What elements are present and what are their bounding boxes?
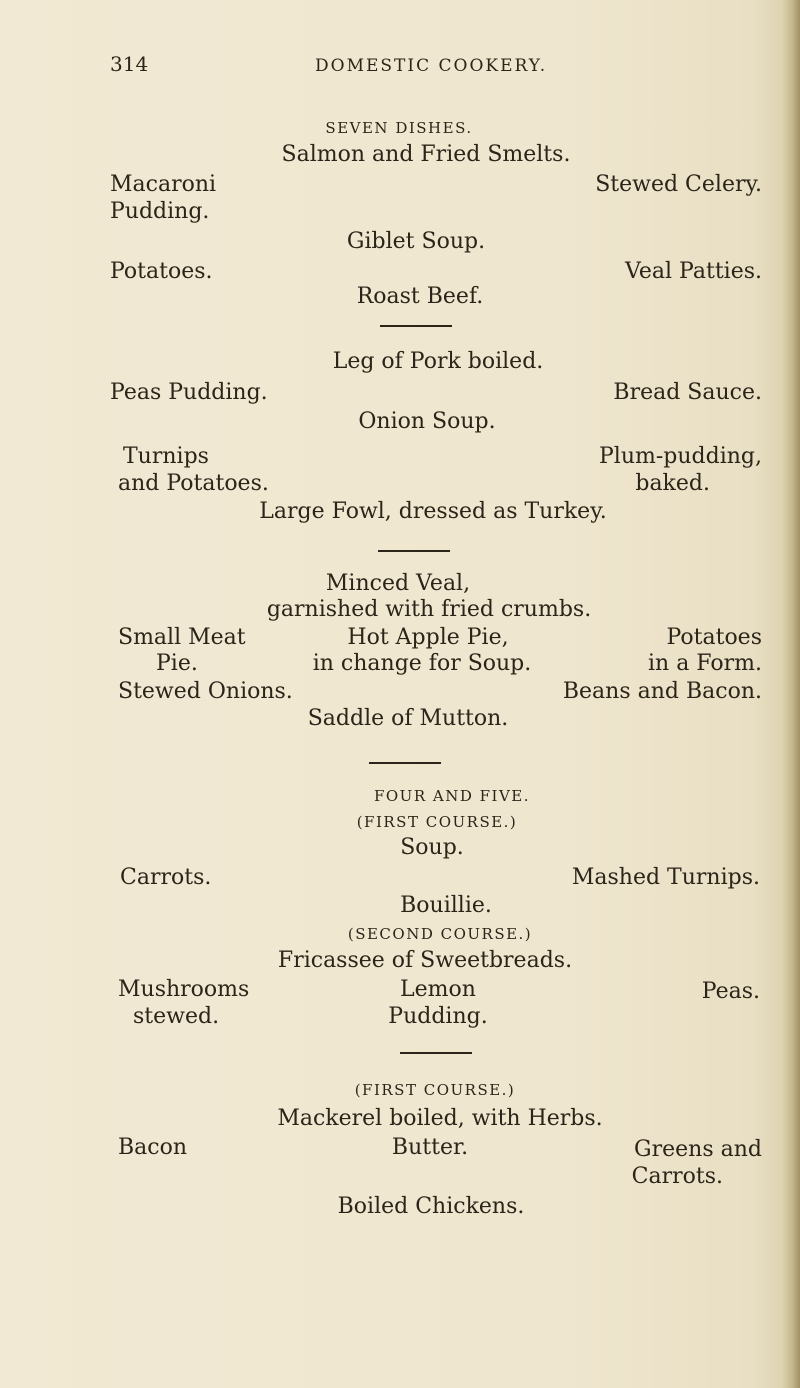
- dish-beans-and-bacon: Beans and Bacon.: [562, 679, 762, 704]
- dish-fricassee: Fricassee of Sweetbreads.: [277, 948, 573, 973]
- dish-giblet-soup: Giblet Soup.: [346, 229, 486, 254]
- course-label-first: (FIRST COURSE.): [356, 813, 518, 831]
- section-heading-seven-dishes: SEVEN DISHES.: [325, 119, 473, 137]
- dish-peas-pudding: Peas Pudding.: [110, 380, 268, 405]
- dish-salmon: Salmon and Fried Smelts.: [281, 142, 571, 167]
- dish-lemon-pudding: Lemon: [400, 977, 476, 1002]
- dish-large-fowl: Large Fowl, dressed as Turkey.: [259, 499, 607, 524]
- dish-turnips: Turnips: [123, 444, 209, 469]
- section-heading-four-and-five: FOUR AND FIVE.: [373, 787, 531, 805]
- divider-rule: [378, 550, 450, 552]
- dish-butter: Butter.: [391, 1135, 469, 1160]
- dish-roast-beef: Roast Beef.: [356, 284, 484, 309]
- dish-veal-patties: Veal Patties.: [625, 259, 762, 284]
- dish-mackerel: Mackerel boiled, with Herbs.: [277, 1106, 603, 1131]
- dish-macaroni-2: Pudding.: [110, 199, 210, 224]
- dish-small-meat-pie: Small Meat: [118, 625, 246, 650]
- dish-saddle-of-mutton: Saddle of Mutton.: [307, 706, 509, 731]
- course-label-second: (SECOND COURSE.): [347, 925, 533, 943]
- dish-plum-pudding-2: baked.: [635, 471, 710, 496]
- dish-minced-veal: Minced Veal,: [325, 571, 471, 596]
- dish-potatoes-form-2: in a Form.: [648, 651, 762, 676]
- dish-potatoes: Potatoes.: [110, 259, 213, 284]
- page-number: 314: [110, 52, 149, 76]
- dish-lemon-pudding-2: Pudding.: [388, 1004, 488, 1029]
- dish-boiled-chickens: Boiled Chickens.: [337, 1194, 525, 1219]
- dish-plum-pudding: Plum-pudding,: [598, 444, 762, 469]
- dish-macaroni: Macaroni: [110, 172, 217, 197]
- divider-rule: [380, 325, 452, 327]
- dish-greens-and-carrots: Greens and: [634, 1137, 762, 1162]
- dish-turnips-2: and Potatoes.: [118, 471, 269, 496]
- dish-mashed-turnips: Mashed Turnips.: [571, 865, 760, 890]
- dish-potatoes-form: Potatoes: [666, 625, 762, 650]
- divider-rule: [400, 1052, 472, 1054]
- dish-bread-sauce: Bread Sauce.: [613, 380, 762, 405]
- dish-hot-apple-pie-2: in change for Soup.: [312, 651, 532, 676]
- dish-minced-veal-2: garnished with fried crumbs.: [266, 597, 592, 622]
- dish-onion-soup: Onion Soup.: [358, 409, 496, 434]
- page-edge-shadow: [782, 0, 800, 1388]
- running-title: DOMESTIC COOKERY.: [315, 56, 548, 76]
- dish-leg-of-pork: Leg of Pork boiled.: [332, 349, 544, 374]
- course-label-first-2: (FIRST COURSE.): [354, 1081, 516, 1099]
- dish-stewed-onions: Stewed Onions.: [118, 679, 293, 704]
- dish-carrots: Carrots.: [120, 865, 212, 890]
- dish-soup: Soup.: [400, 835, 464, 860]
- dish-peas: Peas.: [701, 979, 760, 1004]
- dish-hot-apple-pie: Hot Apple Pie,: [347, 625, 509, 650]
- divider-rule: [369, 762, 441, 764]
- dish-mushrooms: Mushrooms: [118, 977, 250, 1002]
- dish-small-meat-pie-2: Pie.: [156, 651, 198, 676]
- dish-bacon: Bacon: [118, 1135, 188, 1160]
- dish-bouillie: Bouillie.: [400, 893, 492, 918]
- dish-greens-and-carrots-2: Carrots.: [631, 1164, 723, 1189]
- dish-mushrooms-2: stewed.: [133, 1004, 220, 1029]
- dish-stewed-celery: Stewed Celery.: [595, 172, 762, 197]
